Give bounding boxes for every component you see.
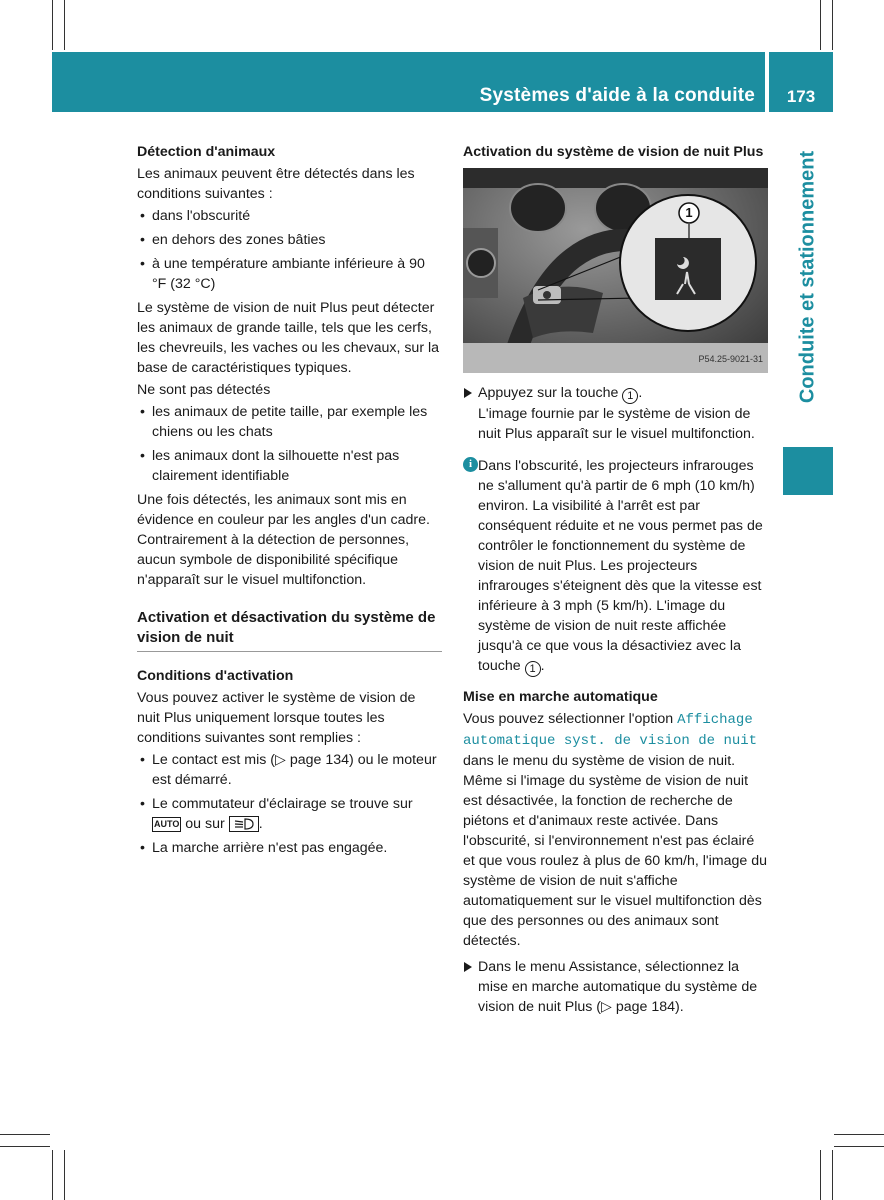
step-text: Appuyez sur la touche <box>478 385 619 401</box>
step-text: . <box>638 385 643 401</box>
auto-light-icon: AUTO <box>152 817 181 832</box>
crop-mark <box>832 0 833 50</box>
crop-mark <box>0 1134 50 1135</box>
side-tab-marker <box>783 447 833 495</box>
info-note <box>463 456 768 677</box>
paragraph: Le système de vision de nuit Plus peut détecter les animaux de grande taille, tels que les cerfs, les chevreuils, les vaches ou les chevaux, sur la base de caractéristiques typiques. <box>137 300 440 376</box>
image-callout: 1 <box>685 205 693 220</box>
menu-option: Affichage automatique syst. de vision de nuit <box>463 712 758 749</box>
arrow-icon <box>464 962 472 972</box>
crop-mark <box>834 1146 884 1147</box>
activation-section-heading: Activation et désactivation du système de vision de nuit <box>137 608 442 652</box>
dashboard-photo <box>463 168 768 373</box>
low-beam-icon <box>229 816 259 832</box>
activation-intro: Vous pouvez activer le système de vision de nuit Plus uniquement lorsque toutes les conditions suivantes sont remplies : <box>137 690 416 746</box>
info-icon: i <box>463 457 478 472</box>
crop-mark <box>820 0 821 50</box>
activation-conditions-list <box>137 750 442 858</box>
crop-mark <box>64 1150 65 1200</box>
callout-ref: 1 <box>622 388 638 404</box>
side-tab <box>783 112 833 442</box>
animal-detection-heading: Détection d'animaux <box>137 144 276 160</box>
left-column <box>137 142 442 862</box>
instruction-step <box>463 383 768 444</box>
image-code: P54.25-9021-31 <box>698 354 763 364</box>
step-result: L'image fournie par le système de vision de nuit Plus apparaît sur le visuel multifonction. <box>478 406 755 442</box>
page-number-box <box>769 52 833 112</box>
condition-text: Le commutateur d'éclairage se trouve sur <box>152 796 413 812</box>
not-detected-list <box>137 402 442 486</box>
right-column <box>463 142 768 1019</box>
crop-mark <box>52 1150 53 1200</box>
paragraph: Une fois détectés, les animaux sont mis en évidence en couleur par les angles d'un cadre. Contrairement à la détection de personnes, aucun symbole de disponibilité spécifique n'apparaît sur le visuel multifonction. <box>137 492 430 588</box>
page-number: 173 <box>786 87 816 106</box>
auto-paragraph <box>463 709 768 951</box>
list-item: • Le contact est mis (▷ page 134) ou le moteur est démarré. <box>137 750 442 790</box>
activation-conditions-heading: Conditions d'activation <box>137 668 294 684</box>
condition-text: . <box>258 816 263 832</box>
condition-text: ou sur <box>185 816 225 832</box>
paragraph-text: Vous pouvez sélectionner l'option <box>463 711 674 727</box>
info-text: Dans l'obscurité, les projecteurs infrarouges ne s'allument qu'à partir de 6 mph (10 km/h) environ. La visibilité à l'arrêt est par conséquent réduite et ne vous permet pas de contrôler le fonctionnement du système de vision de nuit Plus. Les projecteurs infrarouges s'éteignent dès que la vitesse est inférieure à 3 mph (5 km/h). L'image du système de vision de nuit reste affichée jusqu'à ce que vous la désactiviez avec la touche <box>478 458 763 674</box>
crop-mark <box>52 0 53 50</box>
crop-mark <box>0 1146 50 1147</box>
list-item: • dans l'obscurité <box>137 206 442 226</box>
auto-activation-heading: Mise en marche automatique <box>463 689 658 705</box>
arrow-icon <box>464 388 472 398</box>
info-text: . <box>540 658 545 674</box>
crop-mark <box>64 0 65 50</box>
crop-mark <box>834 1134 884 1135</box>
step-text: Dans le menu Assistance, sélectionnez la mise en marche automatique du système de vision de nuit Plus (▷ page 184). <box>478 959 758 1015</box>
list-item: • La marche arrière n'est pas engagée. <box>137 838 442 858</box>
instruction-step <box>463 957 768 1017</box>
activation-heading: Activation du système de vision de nuit Plus <box>463 144 764 160</box>
page-title: Systèmes d'aide à la conduite <box>479 85 755 106</box>
paragraph-text: dans le menu du système de vision de nuit. Même si l'image du système de vision de nuit est désactivée, la fonction de recherche de piétons et d'animaux reste activée. Dans l'obscurité, si l'environnement n'est pas éclairé et que vous roulez à plus de 60 km/h, l'image du système de vision de nuit s'affiche automatiquement sur le visuel multifonction dès que des personnes ou des animaux sont détectés. <box>463 753 767 949</box>
list-item <box>137 794 442 834</box>
animal-detection-intro: Les animaux peuvent être détectés dans les conditions suivantes : <box>137 166 415 202</box>
list-item: • en dehors des zones bâties <box>137 230 442 250</box>
not-detected-label: Ne sont pas détectés <box>137 382 271 398</box>
list-item: • les animaux dont la silhouette n'est pas clairement identifiable <box>137 446 442 486</box>
side-tab-label: Conduite et stationnement <box>796 150 819 404</box>
header-bar <box>52 52 765 112</box>
callout-ref: 1 <box>525 661 541 677</box>
list-item: • à une température ambiante inférieure à 90 °F (32 °C) <box>137 254 442 294</box>
crop-mark <box>820 1150 821 1200</box>
crop-mark <box>832 1150 833 1200</box>
detection-conditions-list <box>137 206 442 294</box>
list-item: • les animaux de petite taille, par exemple les chiens ou les chats <box>137 402 442 442</box>
